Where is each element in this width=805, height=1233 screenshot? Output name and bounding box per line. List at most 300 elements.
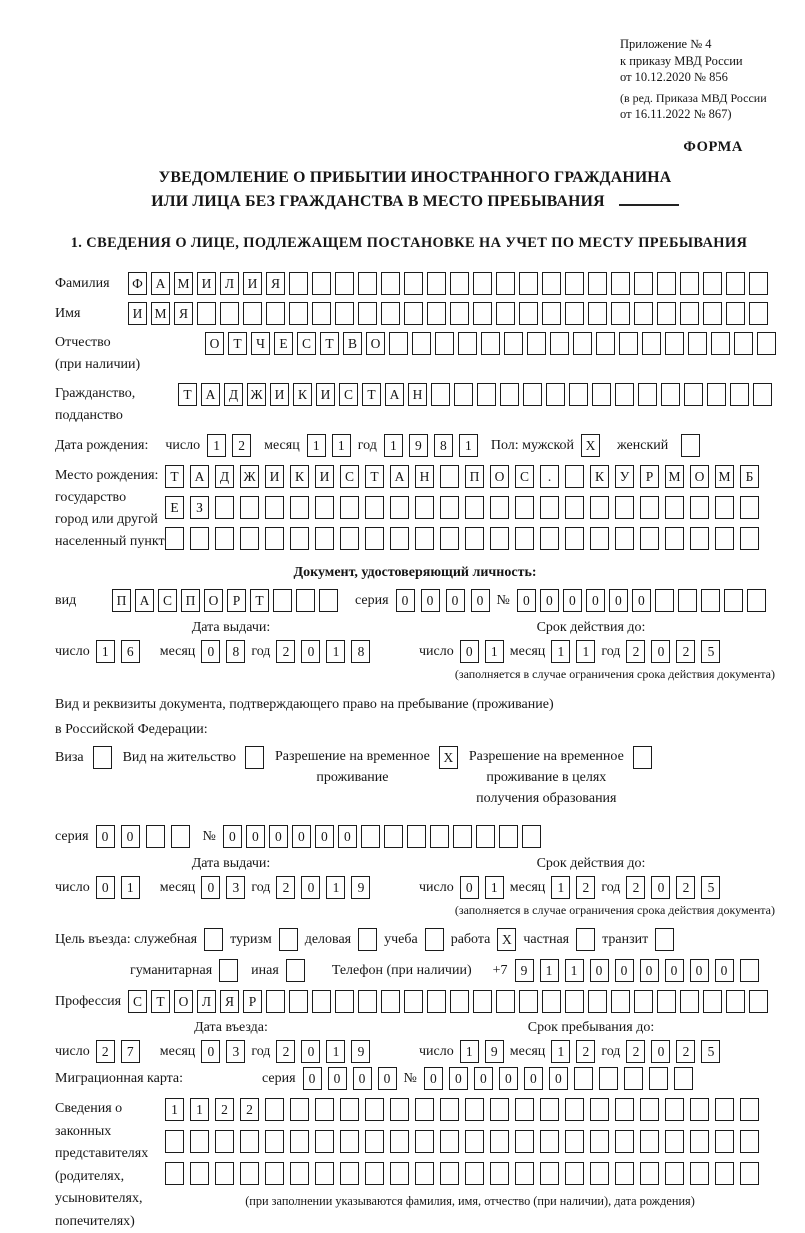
char-box[interactable]: 1 bbox=[551, 876, 570, 899]
char-box[interactable] bbox=[473, 302, 492, 325]
char-box[interactable]: К bbox=[590, 465, 609, 488]
given-name-input[interactable] bbox=[128, 302, 768, 325]
char-box[interactable]: И bbox=[197, 272, 216, 295]
char-box[interactable] bbox=[640, 1098, 659, 1121]
char-box[interactable]: Е bbox=[165, 496, 184, 519]
char-box[interactable]: С bbox=[297, 332, 316, 355]
doc-kind-input[interactable] bbox=[112, 589, 338, 612]
char-box[interactable]: 0 bbox=[651, 876, 670, 899]
char-box[interactable]: 0 bbox=[609, 589, 628, 612]
char-box[interactable] bbox=[477, 383, 496, 406]
char-box[interactable] bbox=[715, 1162, 734, 1185]
char-box[interactable] bbox=[476, 825, 495, 848]
char-box[interactable] bbox=[215, 1162, 234, 1185]
char-box[interactable] bbox=[465, 1098, 484, 1121]
representatives-row2-input[interactable] bbox=[165, 1130, 775, 1153]
char-box[interactable]: 0 bbox=[96, 825, 115, 848]
doc-issue-day-input[interactable] bbox=[96, 640, 140, 663]
char-box[interactable] bbox=[665, 1162, 684, 1185]
char-box[interactable]: 2 bbox=[626, 1040, 645, 1063]
char-box[interactable]: 0 bbox=[517, 589, 536, 612]
char-box[interactable]: М bbox=[665, 465, 684, 488]
checkbox-humanitarian[interactable] bbox=[219, 959, 238, 982]
char-box[interactable]: 2 bbox=[232, 434, 251, 457]
char-box[interactable] bbox=[265, 527, 284, 550]
char-box[interactable]: 1 bbox=[551, 1040, 570, 1063]
char-box[interactable] bbox=[265, 496, 284, 519]
char-box[interactable]: 2 bbox=[215, 1098, 234, 1121]
char-box[interactable] bbox=[703, 990, 722, 1013]
char-box[interactable] bbox=[473, 272, 492, 295]
char-box[interactable] bbox=[440, 527, 459, 550]
char-box[interactable] bbox=[440, 496, 459, 519]
char-box[interactable]: 2 bbox=[96, 1040, 115, 1063]
char-box[interactable] bbox=[574, 1067, 593, 1090]
char-box[interactable] bbox=[500, 383, 519, 406]
char-box[interactable]: 1 bbox=[190, 1098, 209, 1121]
char-box[interactable] bbox=[565, 302, 584, 325]
char-box[interactable] bbox=[747, 589, 766, 612]
char-box[interactable] bbox=[415, 496, 434, 519]
char-box[interactable] bbox=[565, 527, 584, 550]
char-box[interactable]: С bbox=[515, 465, 534, 488]
char-box[interactable] bbox=[665, 332, 684, 355]
char-box[interactable] bbox=[740, 496, 759, 519]
char-box[interactable]: 8 bbox=[226, 640, 245, 663]
char-box[interactable] bbox=[749, 302, 768, 325]
char-box[interactable] bbox=[715, 496, 734, 519]
char-box[interactable]: 2 bbox=[676, 1040, 695, 1063]
citizenship-input[interactable] bbox=[178, 383, 772, 406]
char-box[interactable] bbox=[515, 1162, 534, 1185]
char-box[interactable] bbox=[365, 527, 384, 550]
char-box[interactable] bbox=[726, 990, 745, 1013]
char-box[interactable] bbox=[390, 496, 409, 519]
char-box[interactable]: 9 bbox=[351, 1040, 370, 1063]
char-box[interactable]: Т bbox=[365, 465, 384, 488]
char-box[interactable] bbox=[404, 990, 423, 1013]
char-box[interactable] bbox=[190, 1162, 209, 1185]
char-box[interactable] bbox=[611, 990, 630, 1013]
char-box[interactable]: Ж bbox=[240, 465, 259, 488]
char-box[interactable]: С bbox=[128, 990, 147, 1013]
char-box[interactable] bbox=[680, 990, 699, 1013]
char-box[interactable] bbox=[680, 302, 699, 325]
char-box[interactable] bbox=[415, 527, 434, 550]
char-box[interactable] bbox=[390, 1162, 409, 1185]
char-box[interactable]: К bbox=[290, 465, 309, 488]
char-box[interactable]: 1 bbox=[121, 876, 140, 899]
char-box[interactable] bbox=[588, 990, 607, 1013]
char-box[interactable]: 2 bbox=[676, 876, 695, 899]
doc-valid-month-input[interactable] bbox=[551, 640, 595, 663]
profession-input[interactable] bbox=[128, 990, 768, 1013]
char-box[interactable]: Я bbox=[266, 272, 285, 295]
char-box[interactable] bbox=[440, 1162, 459, 1185]
char-box[interactable]: 0 bbox=[338, 825, 357, 848]
char-box[interactable] bbox=[215, 496, 234, 519]
char-box[interactable]: 0 bbox=[121, 825, 140, 848]
char-box[interactable] bbox=[590, 1162, 609, 1185]
char-box[interactable] bbox=[440, 1130, 459, 1153]
char-box[interactable] bbox=[665, 1130, 684, 1153]
char-box[interactable]: Л bbox=[197, 990, 216, 1013]
char-box[interactable] bbox=[634, 302, 653, 325]
char-box[interactable]: 1 bbox=[384, 434, 403, 457]
surname-input[interactable] bbox=[128, 272, 768, 295]
char-box[interactable]: 0 bbox=[474, 1067, 493, 1090]
char-box[interactable]: 2 bbox=[576, 876, 595, 899]
permit-issue-day-input[interactable] bbox=[96, 876, 140, 899]
char-box[interactable]: 1 bbox=[96, 640, 115, 663]
char-box[interactable] bbox=[340, 1098, 359, 1121]
char-box[interactable] bbox=[365, 1162, 384, 1185]
char-box[interactable] bbox=[390, 1130, 409, 1153]
char-box[interactable]: П bbox=[112, 589, 131, 612]
char-box[interactable] bbox=[657, 272, 676, 295]
char-box[interactable] bbox=[496, 302, 515, 325]
char-box[interactable] bbox=[215, 1130, 234, 1153]
char-box[interactable] bbox=[358, 272, 377, 295]
char-box[interactable]: Т bbox=[228, 332, 247, 355]
char-box[interactable] bbox=[473, 990, 492, 1013]
char-box[interactable] bbox=[565, 496, 584, 519]
char-box[interactable] bbox=[565, 1098, 584, 1121]
char-box[interactable] bbox=[240, 1130, 259, 1153]
char-box[interactable] bbox=[312, 990, 331, 1013]
char-box[interactable] bbox=[542, 272, 561, 295]
char-box[interactable] bbox=[290, 527, 309, 550]
char-box[interactable]: 1 bbox=[307, 434, 326, 457]
char-box[interactable] bbox=[315, 527, 334, 550]
char-box[interactable]: И bbox=[315, 465, 334, 488]
char-box[interactable] bbox=[599, 1067, 618, 1090]
char-box[interactable] bbox=[265, 1130, 284, 1153]
char-box[interactable] bbox=[596, 332, 615, 355]
char-box[interactable] bbox=[454, 383, 473, 406]
char-box[interactable] bbox=[740, 959, 759, 982]
char-box[interactable] bbox=[690, 1098, 709, 1121]
char-box[interactable] bbox=[265, 1162, 284, 1185]
char-box[interactable] bbox=[453, 825, 472, 848]
char-box[interactable]: 6 bbox=[121, 640, 140, 663]
char-box[interactable]: Т bbox=[320, 332, 339, 355]
char-box[interactable] bbox=[490, 527, 509, 550]
doc-valid-year-input[interactable] bbox=[626, 640, 720, 663]
char-box[interactable]: 5 bbox=[701, 1040, 720, 1063]
char-box[interactable] bbox=[404, 272, 423, 295]
permit-valid-month-input[interactable] bbox=[551, 876, 595, 899]
char-box[interactable] bbox=[588, 272, 607, 295]
char-box[interactable] bbox=[540, 1162, 559, 1185]
char-box[interactable] bbox=[215, 527, 234, 550]
char-box[interactable]: Д bbox=[215, 465, 234, 488]
char-box[interactable]: Т bbox=[165, 465, 184, 488]
birth-place-row1-input[interactable] bbox=[165, 465, 759, 488]
char-box[interactable] bbox=[290, 1098, 309, 1121]
char-box[interactable] bbox=[674, 1067, 693, 1090]
char-box[interactable]: 1 bbox=[332, 434, 351, 457]
char-box[interactable]: 0 bbox=[328, 1067, 347, 1090]
char-box[interactable] bbox=[450, 990, 469, 1013]
doc-issue-month-input[interactable] bbox=[201, 640, 245, 663]
char-box[interactable] bbox=[740, 527, 759, 550]
char-box[interactable]: 0 bbox=[563, 589, 582, 612]
char-box[interactable]: К bbox=[293, 383, 312, 406]
char-box[interactable]: А bbox=[390, 465, 409, 488]
char-box[interactable]: 1 bbox=[459, 434, 478, 457]
char-box[interactable] bbox=[519, 302, 538, 325]
char-box[interactable] bbox=[611, 272, 630, 295]
char-box[interactable]: 0 bbox=[201, 1040, 220, 1063]
char-box[interactable] bbox=[358, 302, 377, 325]
char-box[interactable]: 0 bbox=[421, 589, 440, 612]
char-box[interactable] bbox=[415, 1130, 434, 1153]
char-box[interactable]: И bbox=[270, 383, 289, 406]
char-box[interactable] bbox=[220, 302, 239, 325]
char-box[interactable] bbox=[431, 383, 450, 406]
char-box[interactable] bbox=[315, 1162, 334, 1185]
char-box[interactable] bbox=[565, 465, 584, 488]
char-box[interactable] bbox=[615, 383, 634, 406]
char-box[interactable] bbox=[266, 990, 285, 1013]
char-box[interactable] bbox=[340, 496, 359, 519]
checkbox-transit[interactable] bbox=[655, 928, 674, 951]
char-box[interactable]: У bbox=[615, 465, 634, 488]
char-box[interactable] bbox=[749, 990, 768, 1013]
char-box[interactable]: О bbox=[205, 332, 224, 355]
char-box[interactable] bbox=[415, 1162, 434, 1185]
char-box[interactable] bbox=[515, 496, 534, 519]
char-box[interactable] bbox=[665, 527, 684, 550]
char-box[interactable] bbox=[312, 302, 331, 325]
char-box[interactable]: М bbox=[151, 302, 170, 325]
char-box[interactable] bbox=[340, 527, 359, 550]
checkbox-work[interactable]: X bbox=[497, 928, 516, 951]
char-box[interactable] bbox=[450, 302, 469, 325]
char-box[interactable]: С bbox=[339, 383, 358, 406]
char-box[interactable]: 8 bbox=[434, 434, 453, 457]
char-box[interactable]: 1 bbox=[326, 1040, 345, 1063]
char-box[interactable] bbox=[240, 527, 259, 550]
char-box[interactable] bbox=[523, 383, 542, 406]
char-box[interactable]: Я bbox=[174, 302, 193, 325]
entry-month-input[interactable] bbox=[201, 1040, 245, 1063]
char-box[interactable]: И bbox=[243, 272, 262, 295]
char-box[interactable] bbox=[146, 825, 165, 848]
char-box[interactable] bbox=[688, 332, 707, 355]
char-box[interactable] bbox=[381, 990, 400, 1013]
char-box[interactable]: 2 bbox=[626, 876, 645, 899]
permit-issue-month-input[interactable] bbox=[201, 876, 245, 899]
char-box[interactable] bbox=[415, 1098, 434, 1121]
char-box[interactable] bbox=[703, 302, 722, 325]
char-box[interactable]: 2 bbox=[276, 1040, 295, 1063]
char-box[interactable] bbox=[335, 302, 354, 325]
char-box[interactable] bbox=[519, 272, 538, 295]
char-box[interactable] bbox=[481, 332, 500, 355]
char-box[interactable]: 0 bbox=[96, 876, 115, 899]
birth-place-row3-input[interactable] bbox=[165, 527, 759, 550]
checkbox-residence-permit[interactable] bbox=[245, 746, 264, 769]
char-box[interactable] bbox=[690, 1130, 709, 1153]
char-box[interactable] bbox=[273, 589, 292, 612]
char-box[interactable] bbox=[590, 527, 609, 550]
char-box[interactable] bbox=[171, 825, 190, 848]
char-box[interactable] bbox=[592, 383, 611, 406]
char-box[interactable] bbox=[465, 1162, 484, 1185]
checkbox-official[interactable] bbox=[204, 928, 223, 951]
char-box[interactable] bbox=[412, 332, 431, 355]
char-box[interactable] bbox=[490, 496, 509, 519]
char-box[interactable]: Ф bbox=[128, 272, 147, 295]
char-box[interactable]: 3 bbox=[226, 876, 245, 899]
char-box[interactable] bbox=[540, 527, 559, 550]
char-box[interactable]: Н bbox=[415, 465, 434, 488]
char-box[interactable] bbox=[440, 465, 459, 488]
char-box[interactable]: 5 bbox=[701, 876, 720, 899]
char-box[interactable]: 0 bbox=[460, 640, 479, 663]
char-box[interactable] bbox=[634, 272, 653, 295]
char-box[interactable] bbox=[640, 496, 659, 519]
char-box[interactable]: 1 bbox=[576, 640, 595, 663]
checkbox-male[interactable]: X bbox=[581, 434, 600, 457]
char-box[interactable]: 0 bbox=[315, 825, 334, 848]
char-box[interactable] bbox=[640, 1130, 659, 1153]
stay-month-input[interactable] bbox=[551, 1040, 595, 1063]
patronymic-input[interactable] bbox=[205, 332, 776, 355]
char-box[interactable] bbox=[690, 527, 709, 550]
char-box[interactable] bbox=[546, 383, 565, 406]
char-box[interactable]: А bbox=[385, 383, 404, 406]
char-box[interactable]: З bbox=[190, 496, 209, 519]
char-box[interactable] bbox=[519, 990, 538, 1013]
char-box[interactable] bbox=[522, 825, 541, 848]
char-box[interactable] bbox=[296, 589, 315, 612]
char-box[interactable]: 2 bbox=[276, 876, 295, 899]
char-box[interactable]: 2 bbox=[576, 1040, 595, 1063]
birth-month-input[interactable] bbox=[307, 434, 351, 457]
char-box[interactable] bbox=[634, 990, 653, 1013]
char-box[interactable] bbox=[665, 1098, 684, 1121]
char-box[interactable] bbox=[365, 1098, 384, 1121]
char-box[interactable] bbox=[165, 1130, 184, 1153]
char-box[interactable] bbox=[684, 383, 703, 406]
char-box[interactable]: 0 bbox=[269, 825, 288, 848]
char-box[interactable]: 0 bbox=[665, 959, 684, 982]
char-box[interactable]: 0 bbox=[651, 640, 670, 663]
char-box[interactable]: Л bbox=[220, 272, 239, 295]
char-box[interactable] bbox=[715, 1130, 734, 1153]
char-box[interactable]: 0 bbox=[201, 876, 220, 899]
checkbox-business[interactable] bbox=[358, 928, 377, 951]
char-box[interactable]: 8 bbox=[351, 640, 370, 663]
char-box[interactable]: 0 bbox=[446, 589, 465, 612]
char-box[interactable] bbox=[335, 990, 354, 1013]
char-box[interactable] bbox=[690, 1162, 709, 1185]
char-box[interactable] bbox=[450, 272, 469, 295]
char-box[interactable] bbox=[458, 332, 477, 355]
char-box[interactable] bbox=[527, 332, 546, 355]
char-box[interactable]: О bbox=[174, 990, 193, 1013]
char-box[interactable] bbox=[315, 496, 334, 519]
permit-number-input[interactable] bbox=[223, 825, 541, 848]
char-box[interactable] bbox=[542, 302, 561, 325]
char-box[interactable]: А bbox=[135, 589, 154, 612]
char-box[interactable]: 3 bbox=[226, 1040, 245, 1063]
char-box[interactable]: 0 bbox=[396, 589, 415, 612]
doc-valid-day-input[interactable] bbox=[460, 640, 504, 663]
char-box[interactable] bbox=[197, 302, 216, 325]
char-box[interactable]: 2 bbox=[676, 640, 695, 663]
char-box[interactable] bbox=[540, 1130, 559, 1153]
char-box[interactable]: 1 bbox=[540, 959, 559, 982]
char-box[interactable]: Р bbox=[227, 589, 246, 612]
char-box[interactable]: 0 bbox=[586, 589, 605, 612]
char-box[interactable] bbox=[290, 1162, 309, 1185]
char-box[interactable] bbox=[289, 272, 308, 295]
checkbox-temp-permit[interactable]: X bbox=[439, 746, 458, 769]
char-box[interactable]: 2 bbox=[276, 640, 295, 663]
char-box[interactable]: 1 bbox=[565, 959, 584, 982]
doc-series-input[interactable] bbox=[396, 589, 490, 612]
char-box[interactable]: 0 bbox=[640, 959, 659, 982]
char-box[interactable]: 0 bbox=[378, 1067, 397, 1090]
phone-input[interactable] bbox=[515, 959, 759, 982]
char-box[interactable]: 1 bbox=[460, 1040, 479, 1063]
char-box[interactable]: 1 bbox=[326, 876, 345, 899]
permit-valid-day-input[interactable] bbox=[460, 876, 504, 899]
char-box[interactable]: И bbox=[128, 302, 147, 325]
birth-year-input[interactable] bbox=[384, 434, 478, 457]
char-box[interactable]: 1 bbox=[551, 640, 570, 663]
char-box[interactable] bbox=[381, 302, 400, 325]
checkbox-visa[interactable] bbox=[93, 746, 112, 769]
mig-number-input[interactable] bbox=[424, 1067, 693, 1090]
checkbox-study[interactable] bbox=[425, 928, 444, 951]
char-box[interactable]: Р bbox=[640, 465, 659, 488]
char-box[interactable]: Р bbox=[243, 990, 262, 1013]
char-box[interactable]: О bbox=[690, 465, 709, 488]
char-box[interactable]: . bbox=[540, 465, 559, 488]
char-box[interactable]: 9 bbox=[409, 434, 428, 457]
checkbox-tourism[interactable] bbox=[279, 928, 298, 951]
doc-issue-year-input[interactable] bbox=[276, 640, 370, 663]
char-box[interactable] bbox=[749, 272, 768, 295]
char-box[interactable]: 2 bbox=[240, 1098, 259, 1121]
char-box[interactable] bbox=[515, 527, 534, 550]
char-box[interactable] bbox=[190, 527, 209, 550]
stay-day-input[interactable] bbox=[460, 1040, 504, 1063]
char-box[interactable] bbox=[465, 527, 484, 550]
char-box[interactable] bbox=[265, 1098, 284, 1121]
char-box[interactable]: 5 bbox=[701, 640, 720, 663]
char-box[interactable] bbox=[515, 1098, 534, 1121]
char-box[interactable] bbox=[590, 496, 609, 519]
char-box[interactable] bbox=[724, 589, 743, 612]
char-box[interactable] bbox=[389, 332, 408, 355]
char-box[interactable] bbox=[740, 1162, 759, 1185]
char-box[interactable]: 1 bbox=[326, 640, 345, 663]
char-box[interactable] bbox=[540, 1098, 559, 1121]
char-box[interactable]: М bbox=[174, 272, 193, 295]
char-box[interactable] bbox=[490, 1130, 509, 1153]
char-box[interactable]: 0 bbox=[540, 589, 559, 612]
char-box[interactable]: 0 bbox=[301, 1040, 320, 1063]
char-box[interactable]: 0 bbox=[353, 1067, 372, 1090]
char-box[interactable] bbox=[565, 1130, 584, 1153]
char-box[interactable] bbox=[319, 589, 338, 612]
